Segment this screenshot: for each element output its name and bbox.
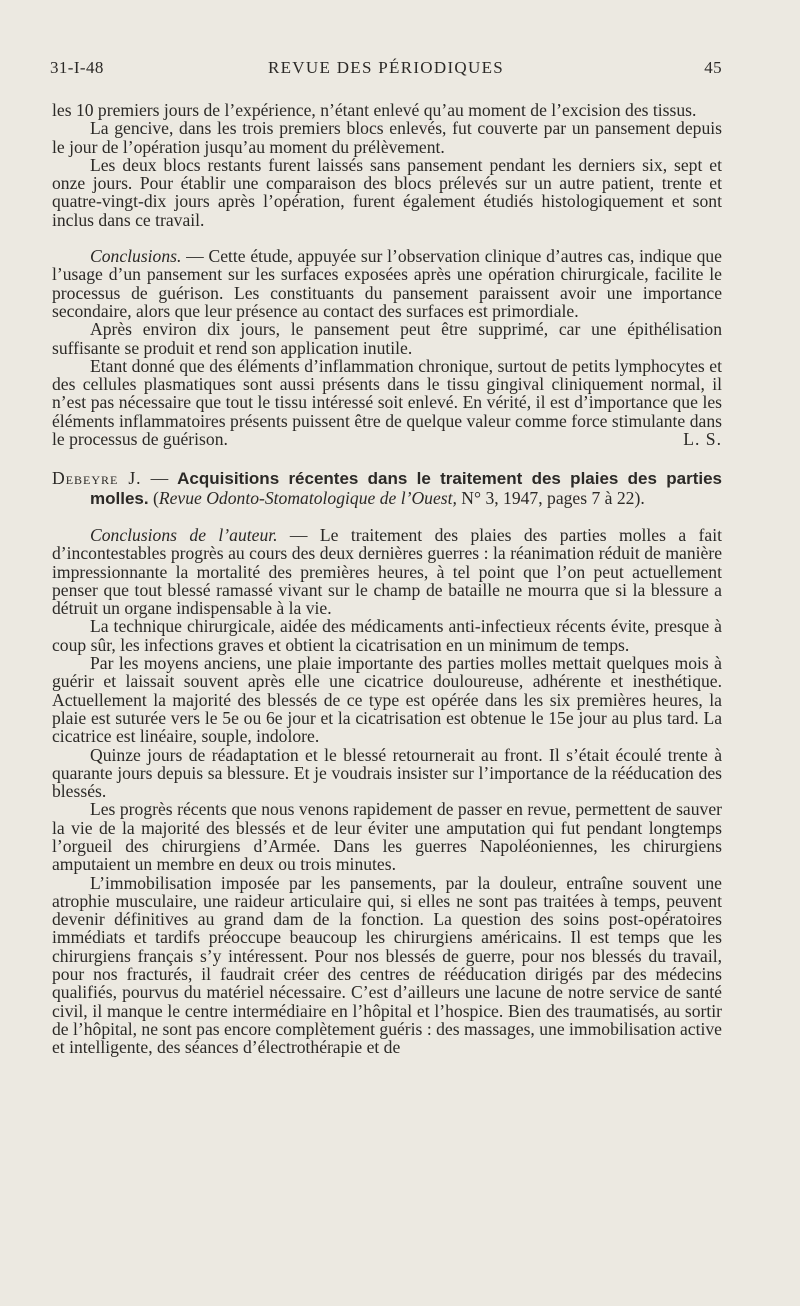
header-date: 31-I-48 xyxy=(50,58,104,77)
paragraph: les 10 premiers jours de l’expérience, n’étant enlevé qu’au moment de l’excision des tissus. xyxy=(52,100,697,120)
running-header xyxy=(50,58,722,80)
reference-dash: — xyxy=(141,468,178,489)
paragraph: La technique chirurgicale, aidée des médicaments anti-infectieux récents évite, presque à coup sûr, les infections graves et obtient la cicatrisation en un minimum de temps. xyxy=(52,616,722,655)
header-title: REVUE DES PÉRIODIQUES xyxy=(267,58,505,77)
journal-name: Revue Odonto-Stomatologique de l’Ouest, xyxy=(158,487,457,508)
page-number: 45 xyxy=(704,58,722,77)
paragraph: L’immobilisation imposée par les pansements, par la douleur, entraîne souvent une atrophie musculaire, une raideur articulaire qui, si elles ne sont pas traitées à temps, peuvent devenir définitives au grand dam de la fonction. La question des soins post-opératoires immédiats et tardifs préoccupe beaucoup les chirurgiens américains. Il est temps que les chirurgiens français s’y intéressent. Pour nos blessés de guerre, pour nos blessés du travail, pour nos fracturés, il faudrait créer des centres de rééducation dirigés par des médecins qualifiés, pourvus du matériel nécessaire. C’est d’ailleurs une lacune de notre service de santé civil, il manque le centre intermédiaire en l’hôpital et l’hospice. Bien des traumatisés, au sortir de l’hôpital, ne sont pas encore complètement guéris : des massages, une immobilisation active et intelligente, des séances d’électrothérapie et de xyxy=(52,872,722,1058)
conclusions-label: Conclusions de l’auteur. xyxy=(90,524,278,545)
signature: L. S. xyxy=(683,429,722,450)
paragraph: Les deux blocs restants furent laissés sans pansement pendant les derniers six, sept et onze jours. Pour établir une comparaison des blocs prélevés sur un autre patient, trente et quatre-vingt-dix jours après l’opération, furent également étudiés histologiquement et sont inclus dans ce travail. xyxy=(52,154,722,230)
paragraph: Les progrès récents que nous venons rapidement de passer en revue, permettent de sauver la vie de la majorité des blessés et de leur éviter une amputation qui fut pendant longtemps l’orgueil des chirurgiens d’Armée. Dans les guerres Napoléoniennes, les chirurgiens amputaient un membre en deux ou trois minutes. xyxy=(52,799,722,875)
conclusions-paragraph xyxy=(52,247,722,320)
conclusions-label: Conclusions. xyxy=(90,246,182,267)
paragraph: Par les moyens anciens, une plaie importante des parties molles mettait quelques mois à guérir et laissait souvent après elle une cicatrice douloureuse, adhérente et inesthétique. Actuellement la majorité des blessés de ce type est opérée dans les six premières heures, la plaie est suturée vers le 5e ou 6e jour et la cicatrisation est obtenue le 15e jour au plus tard. La cicatrice est linéaire, souple, indolore. xyxy=(52,653,722,747)
paragraph: La gencive, dans les trois premiers blocs enlevés, fut couverte par un pansement depuis le jour de l’opération jusqu’au moment du prélèvement. xyxy=(52,118,722,157)
conclusions-text: — Le traitement des plaies des parties molles a fait d’incontestables progrès au cours des deux dernières guerres : la réanimation réduit de manière impressionnante la mortalité des premières heures, à tel point que l’on peut actuellement penser que tout blessé ramassé vivant sur le champ de bataille ne mourra que si la blessure a détruit un organe indispensable à la vie. xyxy=(52,524,722,619)
article-reference: Debeyre J. — Acquisitions récentes dans le traitement des plaies des parties molles. (Revue Odonto-Stomatologique de l’Ouest, N° 3, 1947, pages 7 à 22). xyxy=(52,468,723,508)
reference-details: N° 3, 1947, pages 7 à 22). xyxy=(456,487,645,508)
paragraph: Après environ dix jours, le pansement peut être supprimé, car une épithélisation suffisante se produit et rend son application inutile. xyxy=(52,319,722,358)
page-body xyxy=(52,101,722,1057)
paragraph-text: Etant donné que des éléments d’inflammation chronique, surtout de petits lymphocytes et des cellules plasmatiques sont aussi présents dans le tissu gingival cliniquement normal, il n’est pas nécessaire que tout le tissu intéressé soit enlevé. En vérité, il est d’importance que les éléments inflammatoires présents puissent être de quelque valeur comme force stimulante dans le processus de guérison. xyxy=(52,355,722,450)
article-author: Debeyre J. xyxy=(52,468,142,489)
paragraph: Quinze jours de réadaptation et le blessé retournerait au front. Il s’était écoulé trente à quarante jours depuis sa blessure. Et je voudrais insister sur l’importance de la rééducation des blessés. xyxy=(52,744,722,802)
conclusions-paragraph xyxy=(52,526,722,617)
paragraph xyxy=(52,357,722,448)
conclusions-text: — Cette étude, appuyée sur l’observation clinique d’autres cas, indique que l’usage d’un pansement sur les surfaces exposées après une opération chirurgicale, facilite le processus de guérison. Les constituants du pansement paraissent avoir une importance secondaire, alors que leur présence au contact des surfaces est primordiale. xyxy=(52,246,722,321)
article-title: Acquisitions récentes dans le traitement des plaies des parties molles. xyxy=(90,469,723,508)
